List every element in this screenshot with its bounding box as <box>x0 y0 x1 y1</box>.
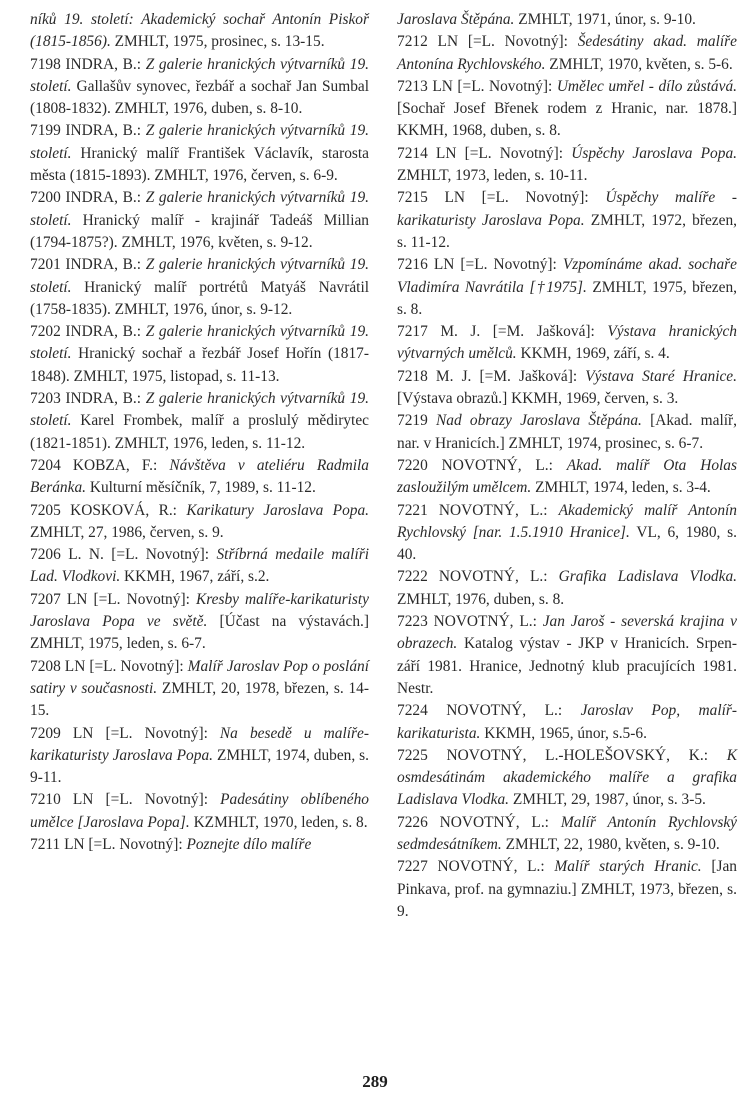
entry-number: 7224 <box>397 702 428 720</box>
entry-number: 7217 <box>397 323 428 341</box>
entry-author: LN [=L. Novotný]: <box>427 189 606 207</box>
entry-title: Umělec umřel - dílo zůstává. <box>556 77 737 95</box>
entry-details: [Akad. malíř, nar. v Hranicích.] ZMHLT, 1974, prosinec, s. 6-7. <box>397 412 737 452</box>
bibliography-entry <box>30 455 369 500</box>
entry-details: ZMHLT, 1974, duben, s. 9-11. <box>30 746 369 787</box>
entry-details: ZMHLT, 1975, prosinec, s. 13-15. <box>110 33 325 51</box>
entry-author: INDRA, B.: <box>60 256 146 274</box>
entry-author: NOVOTNÝ, L.: <box>427 702 581 720</box>
entry-number: 7201 <box>30 256 61 274</box>
entry-number: 7225 <box>397 746 428 764</box>
entry-number: 7211 <box>30 835 61 853</box>
entry-title: Malíř starých Hranic. <box>554 858 702 876</box>
entry-number: 7205 <box>30 501 61 519</box>
entry-number: 7218 <box>397 367 428 385</box>
entry-details: ZMHLT, 20, 1978, březen, s. 14-15. <box>30 679 369 720</box>
entry-number: 7206 <box>30 546 61 564</box>
entry-details: [Jan Pinkava, prof. na gymnaziu.] ZMHLT, 1973, březen, s. 9. <box>397 858 737 920</box>
entry-number: 7198 <box>30 55 61 73</box>
entry-author: KOBZA, F.: <box>60 456 170 474</box>
entry-number: 7221 <box>397 501 428 519</box>
entry-title: Vzpomínáme akad. sochaře Vladimíra Navrátila [†1975]. <box>397 256 737 296</box>
bibliography-entry <box>397 700 737 745</box>
entry-title: Nad obrazy Jaroslava Štěpána. <box>436 412 642 430</box>
bibliography-entry <box>30 187 369 254</box>
bibliography-entry <box>397 321 737 366</box>
entry-number: 7223 <box>397 613 428 631</box>
entry-details: KKMH, 1969, září, s. 4. <box>516 345 670 363</box>
entry-title: Návštěva v ateliéru Radmila Beránka. <box>30 456 369 497</box>
entry-number: 7226 <box>397 813 428 831</box>
bibliography-entry <box>397 254 737 321</box>
entry-details: ZMHLT, 29, 1987, únor, s. 3-5. <box>509 791 706 809</box>
entry-number: 7212 <box>397 33 428 51</box>
entry-author: LN [=L. Novotný]: <box>427 256 563 274</box>
entry-title: Jan Jaroš - severská krajina v obrazech. <box>397 613 737 653</box>
bibliography-entry <box>397 812 737 857</box>
entry-author: LN [=L. Novotný]: <box>427 144 572 162</box>
entry-author: LN [=L. Novotný]: <box>427 33 578 51</box>
entry-number: 7207 <box>30 590 61 608</box>
entry-number: 7202 <box>30 323 61 341</box>
bibliography-entry <box>397 566 737 611</box>
bibliography-entry <box>30 254 369 321</box>
entry-details: Hranický malíř František Václavík, starosta města (1815-1893). ZMHLT, 1976, červen, s. 6-9. <box>30 144 369 185</box>
entry-title: Grafika Ladislava Vlodka. <box>558 568 737 586</box>
entry-title: Kresby malíře-karikaturisty Jaroslava Popa ve světě. <box>30 590 370 631</box>
bibliography-entry-continuation <box>30 9 369 54</box>
bibliography-entry <box>397 500 737 567</box>
entry-author: INDRA, B.: <box>60 390 146 408</box>
entry-details: ZMHLT, 1970, květen, s. 5-6. <box>545 55 733 73</box>
entry-number: 7203 <box>30 390 61 408</box>
entry-details: Karel Frombek, malíř a proslulý mědirytec (1821-1851). ZMHLT, 1976, leden, s. 11-12. <box>30 412 369 452</box>
entry-details: ZMHLT, 1975, březen, s. 8. <box>397 278 738 318</box>
entry-author: INDRA, B.: <box>60 122 146 140</box>
entry-author: L. N. [=L. Novotný]: <box>60 546 217 564</box>
bibliography-entry <box>30 656 369 723</box>
entry-title: Z galerie hranických výtvarníků 19. století. <box>30 122 370 162</box>
bibliography-entry <box>30 723 369 790</box>
entry-title: Z galerie hranických výtvarníků 19. století. <box>30 256 370 296</box>
entry-details: ZMHLT, 1972, březen, s. 11-12. <box>397 211 738 251</box>
bibliography-entry <box>30 120 369 187</box>
entry-number: 7200 <box>30 189 61 207</box>
entry-details: [Výstava obrazů.] KKMH, 1969, červen, s. 3. <box>397 390 679 408</box>
bibliography-entry <box>397 410 737 455</box>
bibliography-entry <box>30 789 369 834</box>
entry-title: Výstava Staré Hranice. <box>585 367 737 385</box>
entry-author: KOSKOVÁ, R.: <box>60 501 187 519</box>
entry-author: NOVOTNÝ, L.: <box>427 858 555 876</box>
bibliography-entry <box>30 544 369 589</box>
entry-number: 7213 <box>397 77 428 95</box>
entry-details: ZMHLT, 1974, leden, s. 3-4. <box>531 479 711 497</box>
entry-author: INDRA, B.: <box>60 323 146 341</box>
entry-number: 7214 <box>397 144 428 162</box>
entry-author: LN [=L. Novotný]: <box>60 791 221 809</box>
entry-details: Hranický malíř portrétů Matyáš Navrátil (1758-1835). ZMHLT, 1976, únor, s. 9-12. <box>30 278 369 318</box>
bibliography-entry <box>30 834 369 856</box>
entry-title: Na besedě u malíře-karikaturisty Jaroslava Popa. <box>30 724 369 764</box>
entry-author: NOVOTNÝ, L.: <box>427 501 559 519</box>
entry-title: Jaroslava Štěpána. <box>397 11 515 28</box>
entry-title: Padesátiny oblíbeného umělce [Jaroslava Popa]. <box>30 791 370 831</box>
entry-author: INDRA, B.: <box>60 55 146 73</box>
entry-title: níků 19. století: Akademický sochař Antonín Piskoř (1815-1856). <box>30 11 369 51</box>
entry-title: Stříbrná medaile malíři Lad. Vlodkovi. <box>30 546 369 586</box>
entry-title: Úspěchy Jaroslava Popa. <box>571 144 737 162</box>
entry-title: Akad. malíř Ota Holas zasloužilým umělcem. <box>397 456 737 497</box>
entry-title: Malíř Antonín Rychlovský sedmdesátníkem. <box>397 813 737 853</box>
bibliography-entry <box>30 321 369 388</box>
bibliography-entry <box>397 143 737 188</box>
page-number: 289 <box>362 1072 388 1091</box>
entry-author: NOVOTNÝ, L.: <box>427 568 559 586</box>
bibliography-entry <box>30 589 369 656</box>
entry-number: 7227 <box>397 858 428 876</box>
entry-author: INDRA, B.: <box>60 189 146 207</box>
bibliography-entry <box>397 745 737 812</box>
entry-number: 7199 <box>30 122 61 140</box>
entry-details: ZMHLT, 1971, únor, s. 9-10. <box>514 11 696 28</box>
entry-author: M. J. [=M. Jašková]: <box>427 323 608 341</box>
entry-details: ZMHLT, 1976, duben, s. 8. <box>397 590 565 608</box>
bibliography-entry <box>30 54 369 121</box>
entry-title: Akademický malíř Antonín Rychlovský [nar. 1.5.1910 Hranice]. <box>397 501 737 541</box>
entry-author: NOVOTNÝ, L.-HOLEŠOVSKÝ, K.: <box>427 746 727 764</box>
entry-title: Úspěchy malíře - karikaturisty Jaroslava Popa. <box>397 189 737 229</box>
entry-details: Kulturní měsíčník, 7, 1989, s. 11-12. <box>86 479 316 497</box>
entry-number: 7210 <box>30 791 61 809</box>
bibliography-entry <box>30 500 369 545</box>
entry-author: LN [=L. Novotný]: <box>60 657 188 675</box>
entry-title: Výstava hranických výtvarných umělců. <box>397 323 737 363</box>
entry-author <box>428 412 436 429</box>
entry-number: 7220 <box>397 456 428 474</box>
bibliography-entry <box>397 611 737 700</box>
entry-number: 7216 <box>397 256 428 274</box>
right-column <box>397 9 737 923</box>
entry-number: 7222 <box>397 568 428 586</box>
bibliography-entry <box>397 856 737 923</box>
bibliography-entry <box>397 455 737 500</box>
entry-author: NOVOTNÝ, L.: <box>427 456 567 474</box>
entry-author: LN [=L. Novotný]: <box>60 590 196 608</box>
entry-number: 7204 <box>30 456 61 474</box>
entry-title: Jaroslav Pop, malíř-karikaturista. <box>397 702 737 742</box>
entry-author: M. J. [=M. Jašková]: <box>427 367 586 385</box>
entry-details: Hranický malíř - krajinář Tadeáš Millian (1794-1875?). ZMHLT, 1976, květen, s. 9-12. <box>30 211 369 251</box>
entry-author: LN [=L. Novotný]: <box>60 835 187 853</box>
left-column <box>30 9 369 856</box>
entry-details: [Účast na výstavách.] ZMHLT, 1975, leden, s. 6-7. <box>30 613 369 653</box>
bibliography-entry <box>397 187 737 254</box>
bibliography-entry-continuation <box>397 9 737 31</box>
bibliography-entry <box>397 31 737 76</box>
entry-title: Karikatury Jaroslava Popa. <box>186 501 370 519</box>
entry-author: LN [=L. Novotný]: <box>427 77 557 95</box>
entry-details: VL, 6, 1980, s. 40. <box>397 523 737 564</box>
entry-number: 7219 <box>397 412 428 430</box>
entry-number: 7209 <box>30 724 61 742</box>
entry-title: Z galerie hranických výtvarníků 19. století. <box>30 55 370 95</box>
entry-title: Z galerie hranických výtvarníků 19. století. <box>30 189 370 229</box>
entry-title: Šedesátiny akad. malíře Antonína Rychlovského. <box>397 33 737 73</box>
bibliography-entry <box>397 366 737 411</box>
entry-details: Gallašův synovec, řezbář a sochař Jan Sumbal (1808-1832). ZMHLT, 1976, duben, s. 8-10. <box>30 77 369 118</box>
entry-author: LN [=L. Novotný]: <box>60 724 220 742</box>
entry-details: [Sochař Josef Břenek rodem z Hranic, nar. 1878.] KKMH, 1968, duben, s. 8. <box>397 100 737 140</box>
bibliography-entry <box>30 388 369 455</box>
entry-details: Hranický sochař a řezbář Josef Hořín (1817-1848). ZMHLT, 1975, listopad, s. 11-13. <box>30 345 369 385</box>
entry-details: KZMHLT, 1970, leden, s. 8. <box>189 813 368 831</box>
entry-author: NOVOTNÝ, L.: <box>427 613 543 631</box>
entry-details: ZMHLT, 22, 1980, květen, s. 9-10. <box>501 835 720 853</box>
entry-title: Z galerie hranických výtvarníků 19. století. <box>30 390 370 430</box>
entry-author: NOVOTNÝ, L.: <box>427 813 561 831</box>
entry-details: KKMH, 1967, září, s.2. <box>120 568 270 586</box>
entry-details: KKMH, 1965, únor, s.5-6. <box>480 724 647 742</box>
entry-number: 7215 <box>397 189 428 207</box>
entry-details: ZMHLT, 27, 1986, červen, s. 9. <box>30 523 224 541</box>
entry-title: K osmdesátinám akademického malíře a grafika Ladislava Vlodka. <box>397 746 737 809</box>
entry-title: Malíř Jaroslav Pop o poslání satiry v současnosti. <box>30 657 369 697</box>
entry-title: Z galerie hranických výtvarníků 19. století. <box>30 323 370 363</box>
entry-number: 7208 <box>30 657 61 675</box>
entry-details: ZMHLT, 1973, leden, s. 10-11. <box>397 167 588 185</box>
entry-details: Katalog výstav - JKP v Hranicích. Srpen-září 1981. Hranice, Jednotný klub pracujících 1981. Nestr. <box>397 635 737 697</box>
entry-title: Poznejte dílo malíře <box>186 835 312 853</box>
bibliography-entry <box>397 76 737 143</box>
